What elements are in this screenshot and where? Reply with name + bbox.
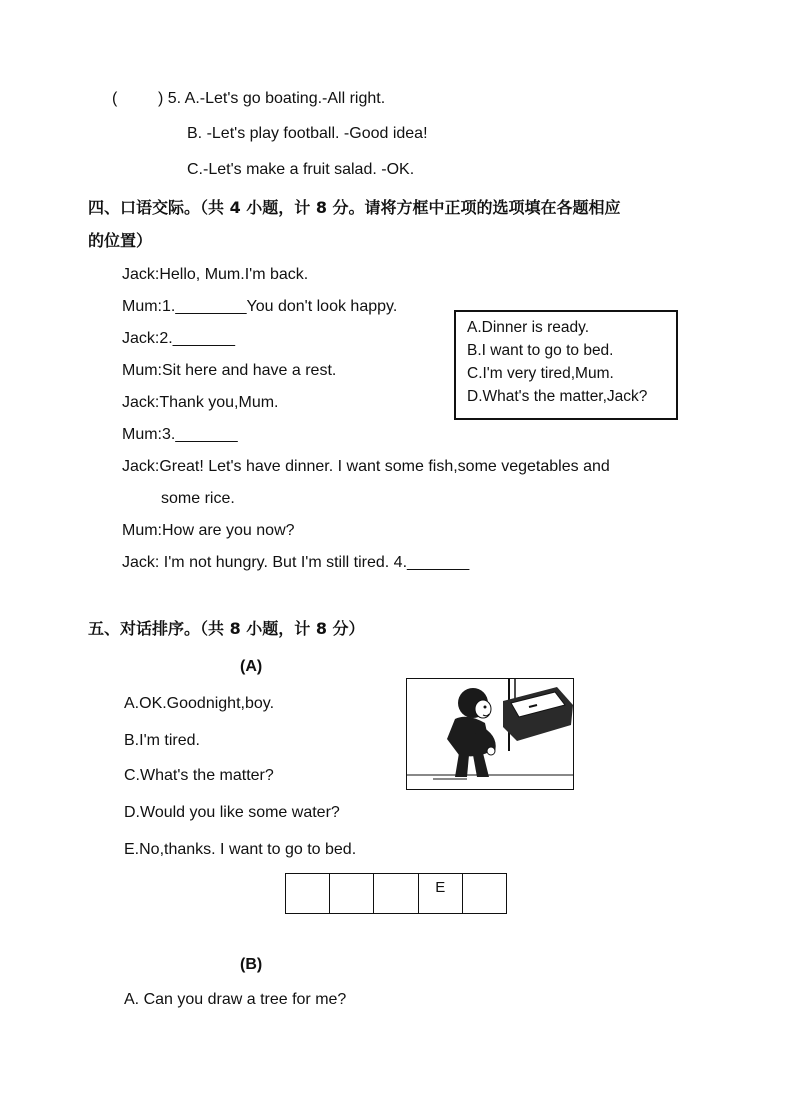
answer-paren-open: ( bbox=[112, 90, 118, 107]
boy-going-to-bed-illustration bbox=[406, 678, 574, 790]
dialogue-line: Mum:Sit here and have a rest. bbox=[122, 362, 337, 379]
dialogue-line: Jack:Great! Let's have dinner. I want some fish,some vegetables and bbox=[122, 458, 610, 475]
section-4-heading-cont: 的位置） bbox=[88, 231, 153, 250]
option-c: C.I'm very tired,Mum. bbox=[467, 365, 614, 382]
dialogue-line: Mum:3._______ bbox=[122, 426, 238, 443]
section-5-heading: 五、对话排序。（共 8 小题，计 8 分） bbox=[88, 619, 365, 638]
section-4-heading: 四、口语交际。（共 4 小题，计 8 分。请将方框中正项的选项填在各题相应 bbox=[88, 198, 621, 217]
dialogue-line: Jack:2._______ bbox=[122, 330, 235, 347]
answer-cell[interactable] bbox=[374, 874, 418, 913]
answer-cell[interactable]: E bbox=[419, 874, 463, 913]
answer-cell[interactable] bbox=[286, 874, 330, 913]
question-5-option-a: ) 5. A.-Let's go boating.-All right. bbox=[158, 90, 386, 107]
part-a-label: (A) bbox=[240, 658, 263, 675]
dialogue-line: Mum:1.________You don't look happy. bbox=[122, 298, 398, 315]
part-b-label: (B) bbox=[240, 956, 263, 973]
option-a: A.Dinner is ready. bbox=[467, 319, 590, 336]
sentence-item: D.Would you like some water? bbox=[124, 804, 340, 821]
option-b: B.I want to go to bed. bbox=[467, 342, 614, 359]
sentence-item: B.I'm tired. bbox=[124, 732, 200, 749]
question-5-option-b: B. -Let's play football. -Good idea! bbox=[187, 125, 428, 142]
dialogue-line: Jack:Thank you,Mum. bbox=[122, 394, 279, 411]
dialogue-line-cont: some rice. bbox=[161, 490, 235, 507]
answer-cell[interactable] bbox=[330, 874, 374, 913]
dialogue-line: Jack: I'm not hungry. But I'm still tired. 4._______ bbox=[122, 554, 470, 571]
dialogue-line: Jack:Hello, Mum.I'm back. bbox=[122, 266, 309, 283]
dialogue-line: Mum:How are you now? bbox=[122, 522, 295, 539]
option-d: D.What's the matter,Jack? bbox=[467, 388, 648, 405]
sentence-item: A. Can you draw a tree for me? bbox=[124, 991, 347, 1008]
answer-order-grid bbox=[285, 873, 507, 914]
sentence-item: E.No,thanks. I want to go to bed. bbox=[124, 841, 357, 858]
options-box bbox=[454, 310, 678, 420]
sentence-item: A.OK.Goodnight,boy. bbox=[124, 695, 275, 712]
sentence-item: C.What's the matter? bbox=[124, 767, 274, 784]
answer-cell[interactable] bbox=[463, 874, 506, 913]
question-5-option-c: C.-Let's make a fruit salad. -OK. bbox=[187, 161, 415, 178]
